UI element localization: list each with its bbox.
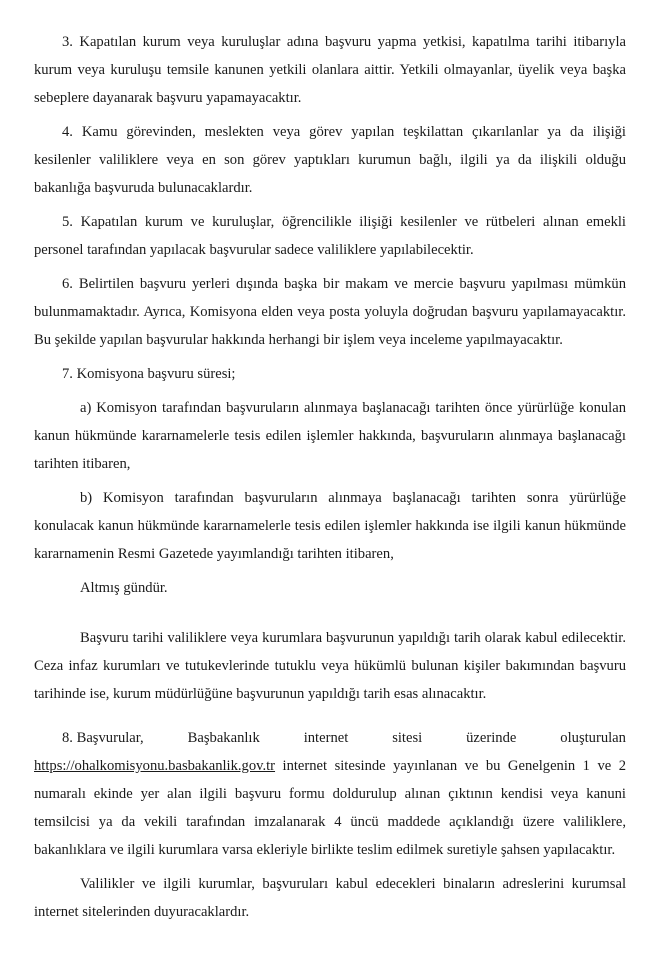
p8-word: internet: [303, 730, 349, 746]
paragraph-5: 5. Kapatılan kurum ve kuruluşlar, öğrencilikle ilişiği kesilenler ve rütbeleri alınan emekli personel tarafından yapılacak başvurular sadece valiliklere yapılabilecektir.: [34, 214, 626, 258]
paragraph-7-heading: 7. Komisyona başvuru süresi;: [62, 366, 236, 382]
p8-word: oluşturulan: [560, 730, 626, 746]
paragraph-6: 6. Belirtilen başvuru yerleri dışında başka bir makam ve mercie başvuru yapılması mümkün bulunmamaktadır. Ayrıca, Komisyona elden veya posta yoluyla doğrudan başvuru yapılamayacaktır. Bu şekilde yapılan başvurular hakkında herhangi bir işlem veya inceleme yapılmayacaktır.: [34, 276, 626, 348]
p8-word: üzerinde: [466, 730, 517, 746]
paragraph-4: 4. Kamu görevinden, meslekten veya görev yapılan teşkilattan çıkarılanlar ya da ilişiği kesilenler valiliklere veya en son görev yaptıkları kurumun bağlı, ilgili ya da ilişkili olduğu bakanlığa başvuruda bulunacaklardır.: [34, 124, 626, 196]
commission-website-link[interactable]: https://ohalkomisyonu.basbakanlik.gov.tr: [34, 758, 276, 774]
p8-word: Başbakanlık: [187, 730, 260, 746]
paragraph-8-first-line: [34, 724, 626, 752]
paragraph-7a: a) Komisyon tarafından başvuruların alınmaya başlanacağı tarihten önce yürürlüğe konulan kanun hükmünde kararnamelerle tesis edilen işlemler hakkında, başvuruların alınmaya başlanacağı tarihten itibaren,: [34, 400, 626, 472]
p8-word: 8. Başvurular,: [62, 730, 144, 746]
p8-word: sitesi: [392, 730, 423, 746]
paragraph-8-body: [34, 752, 626, 864]
paragraph-3: 3. Kapatılan kurum veya kuruluşlar adına başvuru yapma yetkisi, kapatılma tarihi itibarıyla kurum veya kuruluşu temsile kanunen yetkili olanlara aittir. Yetkili olmayanlar, üyelik veya başka sebeplere dayanarak başvuru yapamayacaktır.: [34, 34, 626, 106]
paragraph-7b: b) Komisyon tarafından başvuruların alınmaya başlanacağı tarihten sonra yürürlüğe konulacak kanun hükmünde kararnamelerle tesis edilen işlemler hakkında ise ilgili kanun hükmünde kararnamenin Resmi Gazetede yayımlandığı tarihten itibaren,: [34, 490, 626, 562]
paragraph-9: Valilikler ve ilgili kurumlar, başvuruları kabul edecekleri binaların adreslerini kurumsal internet sitelerinden duyuracaklardır.: [34, 876, 626, 920]
paragraph-application-date: Başvuru tarihi valiliklere veya kurumlara başvurunun yapıldığı tarih olarak kabul edilecektir. Ceza infaz kurumları ve tutukevlerinde tutuklu veya hükümlü bulunan kişiler bakımından başvuru tarihinde ise, kurum müdürlüğüne başvurunun yapıldığı tarih esas alınacaktır.: [34, 630, 626, 702]
paragraph-8-rest: internet sitesinde yayınlanan ve bu Genelgenin 1 ve 2 numaralı ekinde yer alan ilgili başvuru formu doldurulup alınan çıktının kendisi veya kanuni temsilcisi ya da vekili tarafından imzalanarak 4 üncü maddede açıklandığı üzere valiliklere, bakanlıklara ve ilgili kurumlara varsa ekleriyle birlikte teslim edilmek suretiyle şahsen yapılacaktır.: [34, 758, 626, 858]
paragraph-7-duration: Altmış gündür.: [80, 580, 168, 596]
